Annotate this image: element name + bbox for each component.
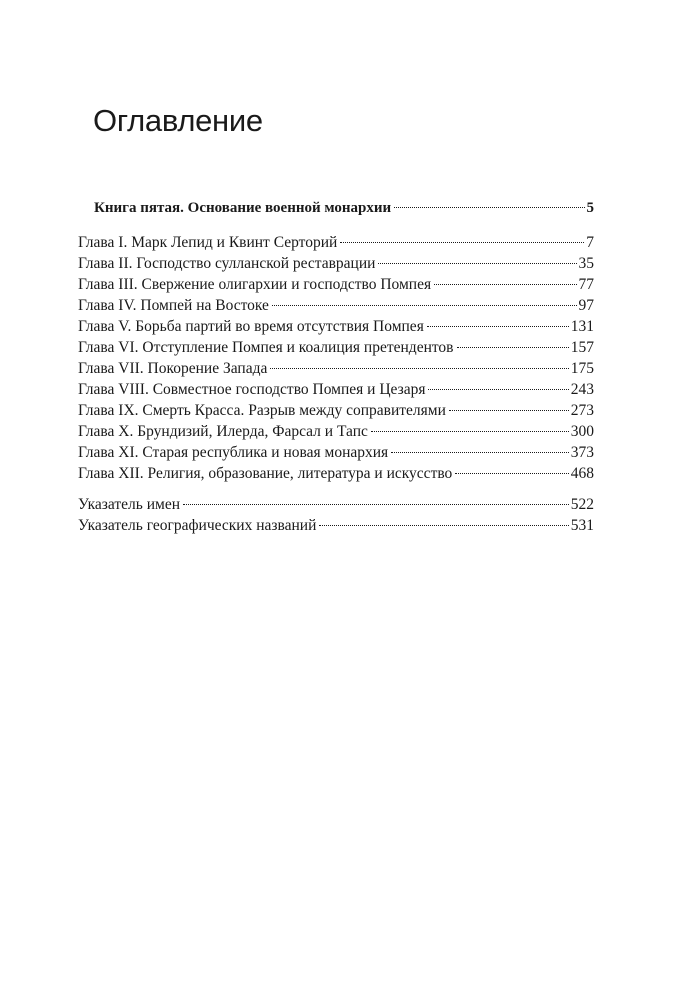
toc-chapter-entry[interactable] [78,379,594,400]
toc-chapter-entry[interactable] [78,232,594,253]
table-of-contents [78,198,594,536]
toc-entry-page: 373 [570,444,594,461]
toc-entry-label: Глава VII. Покорение Запада [78,360,268,377]
toc-leader-dots [340,242,584,243]
toc-leader-dots [270,368,568,369]
toc-leader-dots [427,326,569,327]
toc-entry-label: Глава VI. Отступление Помпея и коалиция претендентов [78,339,454,356]
toc-chapter-entry[interactable] [78,400,594,421]
toc-entry-page: 468 [570,465,594,482]
toc-chapter-entry[interactable] [78,421,594,442]
page-title: Оглавление [93,103,263,138]
toc-leader-dots [455,473,568,474]
toc-entry-page: 531 [570,517,594,534]
toc-index-group [78,494,594,536]
toc-entry-label: Глава V. Борьба партий во время отсутствия Помпея [78,318,424,335]
toc-entry-page: 131 [570,318,594,335]
toc-entry-label: Глава X. Брундизий, Илерда, Фарсал и Тапс [78,423,368,440]
toc-entry-page: 243 [570,381,594,398]
toc-entry-label: Глава VIII. Совместное господство Помпея и Цезаря [78,381,426,398]
toc-book-entry[interactable] [78,198,594,219]
toc-entry-page: 97 [578,297,594,314]
toc-chapters-group [78,232,594,484]
toc-leader-dots [428,389,568,390]
toc-entry-label: Указатель географических названий [78,517,317,534]
toc-entry-page: 77 [578,276,594,293]
toc-entry-page: 175 [570,360,594,377]
toc-entry-page: 35 [578,255,594,272]
toc-entry-label: Глава IV. Помпей на Востоке [78,297,269,314]
toc-leader-dots [378,263,576,264]
toc-leader-dots [457,347,569,348]
toc-leader-dots [183,504,569,505]
toc-entry-label: Глава XI. Старая республика и новая монархия [78,444,389,461]
toc-entry-page: 7 [586,234,594,251]
toc-entry-label: Глава III. Свержение олигархии и господство Помпея [78,276,432,293]
toc-leader-dots [394,207,584,208]
toc-leader-dots [391,452,569,453]
toc-index-entry[interactable] [78,515,594,536]
toc-entry-label: Глава II. Господство сулланской реставрации [78,255,376,272]
toc-chapter-entry[interactable] [78,274,594,295]
toc-entry-label: Указатель имен [78,496,180,513]
toc-entry-label: Книга пятая. Основание военной монархии [94,200,392,216]
toc-leader-dots [272,305,577,306]
toc-entry-page: 157 [570,339,594,356]
toc-entry-page: 522 [570,496,594,513]
toc-chapter-entry[interactable] [78,295,594,316]
toc-entry-page: 300 [570,423,594,440]
toc-entry-label: Глава I. Марк Лепид и Квинт Серторий [78,234,338,251]
toc-chapter-entry[interactable] [78,337,594,358]
toc-chapter-entry[interactable] [78,316,594,337]
toc-chapter-entry[interactable] [78,442,594,463]
toc-leader-dots [449,410,569,411]
toc-chapter-entry[interactable] [78,463,594,484]
toc-leader-dots [319,525,568,526]
toc-leader-dots [434,284,576,285]
toc-entry-label: Глава IX. Смерть Красса. Разрыв между соправителями [78,402,446,419]
toc-entry-page: 5 [586,200,594,216]
toc-chapter-entry[interactable] [78,253,594,274]
toc-book-group [78,198,594,219]
toc-entry-label: Глава XII. Религия, образование, литература и искусство [78,465,453,482]
toc-index-entry[interactable] [78,494,594,515]
toc-entry-page: 273 [570,402,594,419]
toc-chapter-entry[interactable] [78,358,594,379]
toc-leader-dots [371,431,569,432]
